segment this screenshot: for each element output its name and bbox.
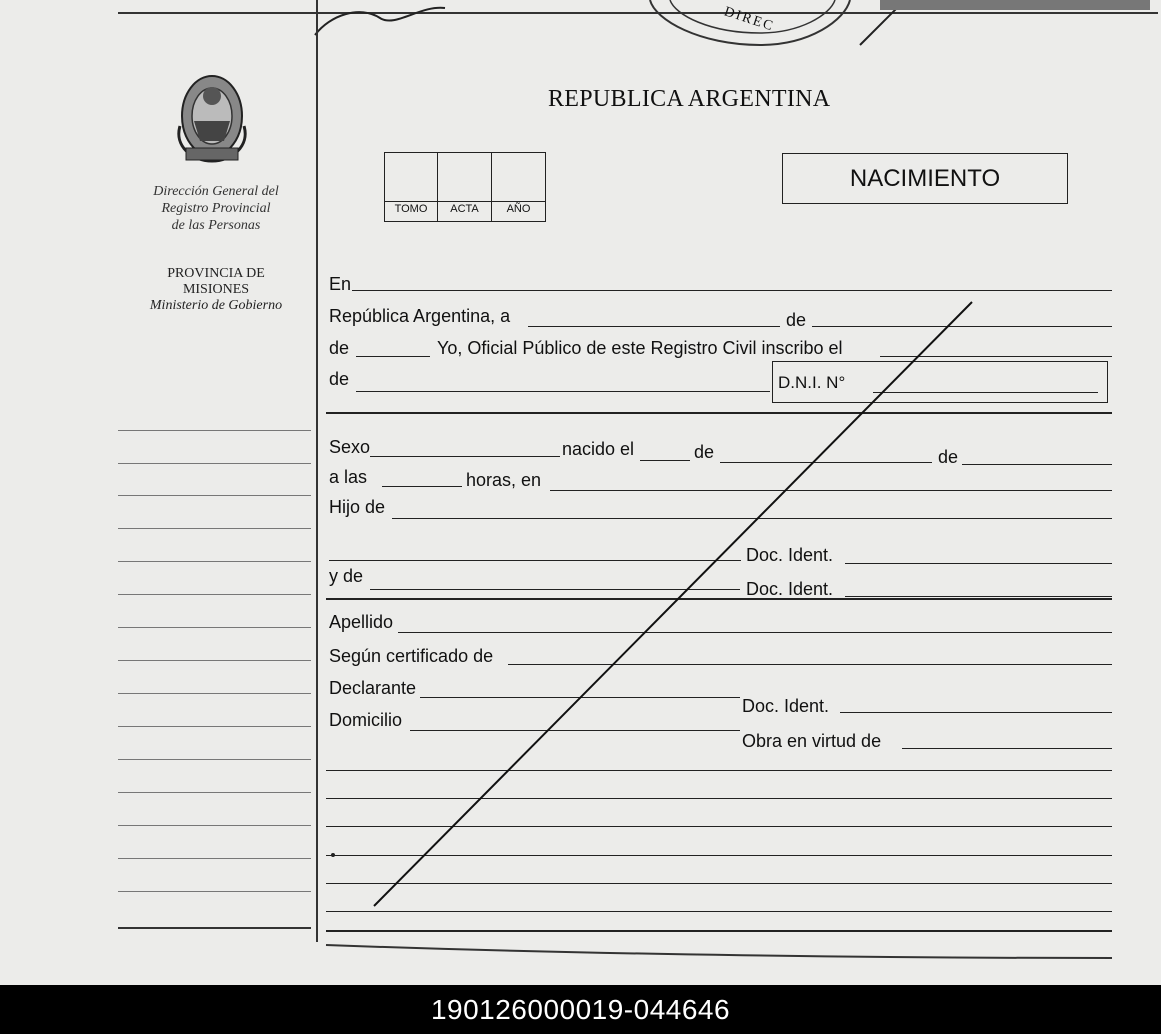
label-horas-en: horas, en [466, 470, 542, 490]
label-sexo: Sexo [329, 437, 371, 457]
label-nacido-el: nacido el [562, 439, 635, 459]
label-de: de [786, 310, 807, 330]
document-id-footer: 190126000019-044646 [0, 985, 1161, 1034]
label-hijo-de: Hijo de [329, 497, 386, 517]
label-domicilio: Domicilio [329, 710, 403, 730]
ministry-line: Ministerio de Gobierno [149, 298, 283, 313]
label-segun-certificado: Según certificado de [329, 646, 494, 666]
agency-line-1: Dirección General del [153, 184, 279, 199]
anio-label: AÑO [506, 203, 531, 215]
label-de: de [329, 369, 350, 389]
label-republica-a: República Argentina, a [329, 306, 511, 326]
agency-line-3: de las Personas [171, 218, 261, 233]
country-title: REPUBLICA ARGENTINA [548, 86, 831, 112]
agency-line-2: Registro Provincial [161, 201, 271, 216]
label-en: En [329, 274, 352, 294]
label-de: de [938, 447, 959, 467]
label-doc-ident: Doc. Ident. [746, 545, 834, 565]
tomo-label: TOMO [394, 203, 428, 215]
province-line-1: PROVINCIA DE [167, 266, 265, 281]
label-doc-ident: Doc. Ident. [746, 579, 834, 599]
label-declarante: Declarante [329, 678, 417, 698]
label-a-las: a las [329, 467, 368, 487]
seal-text: DIREC [722, 4, 777, 35]
label-obra-en-virtud: Obra en virtud de [742, 731, 882, 751]
label-doc-ident: Doc. Ident. [742, 696, 830, 716]
label-y-de: y de [329, 566, 364, 586]
document-type-box: NACIMIENTO [782, 153, 1068, 204]
label-de: de [694, 442, 715, 462]
label-yo-oficial: Yo, Oficial Público de este Registro Civil inscribo el [437, 338, 843, 358]
acta-label: ACTA [450, 203, 479, 215]
label-apellido: Apellido [329, 612, 394, 632]
province-line-2: MISIONES [182, 282, 250, 297]
label-de: de [329, 338, 350, 358]
label-dni: D.N.I. N° [778, 373, 846, 392]
